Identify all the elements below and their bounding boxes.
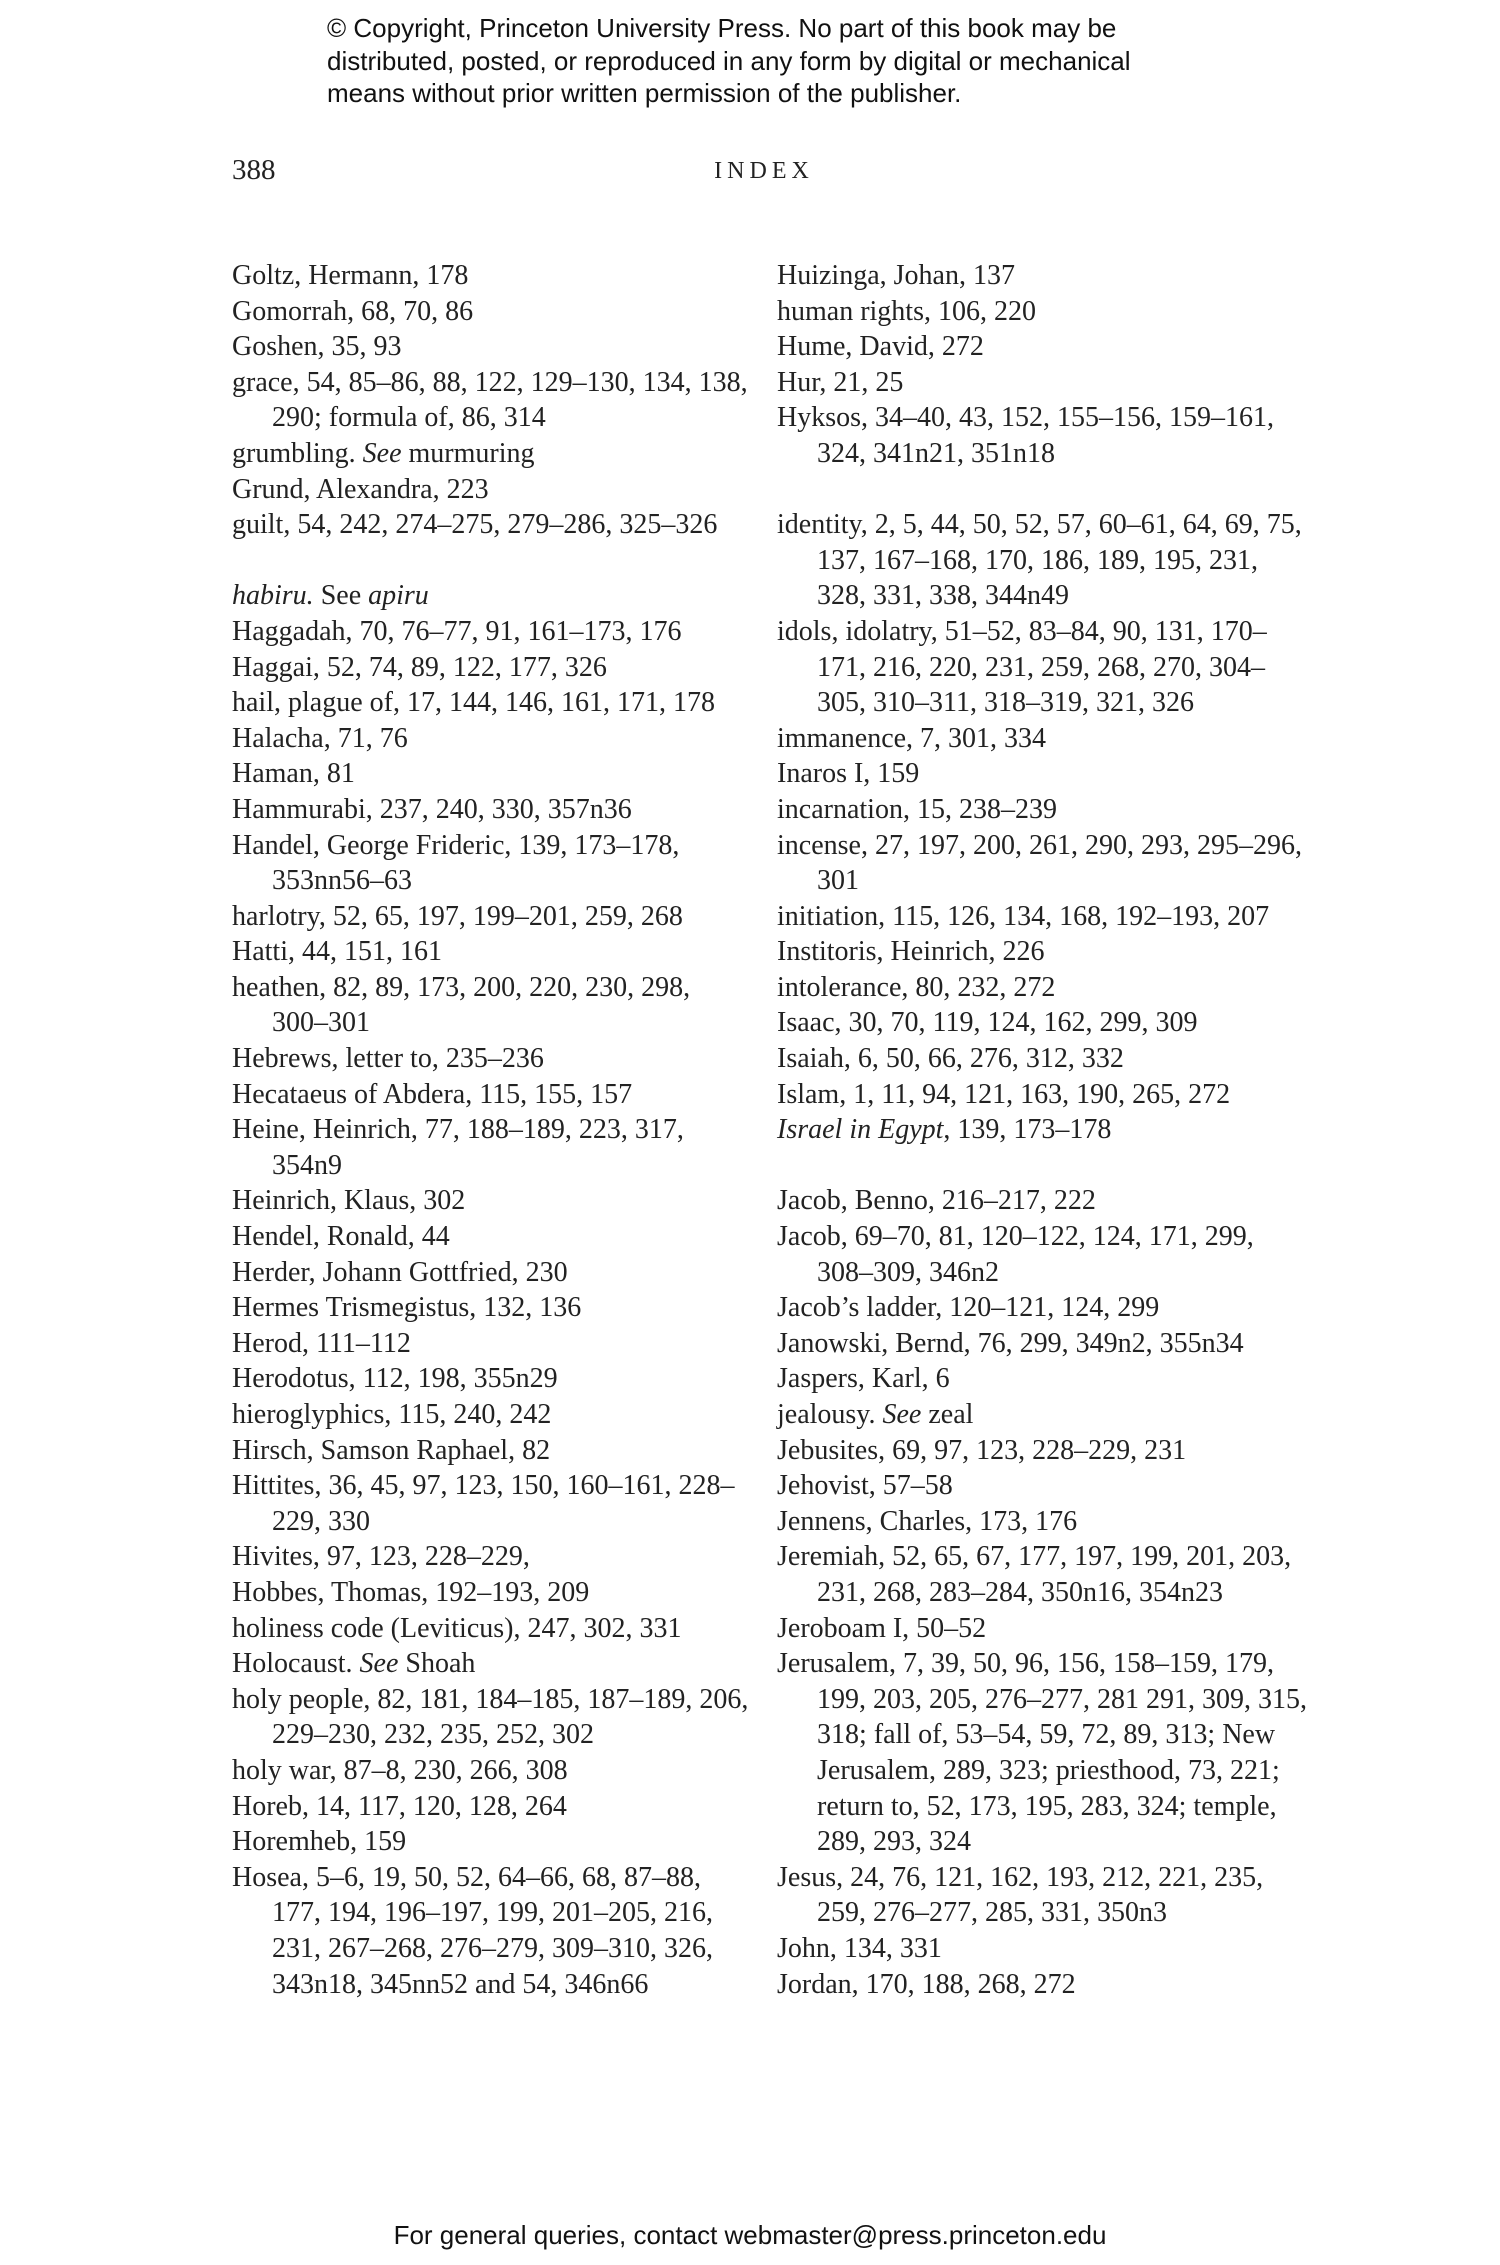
entry-text: Institoris, Heinrich, 226	[777, 936, 1045, 968]
entry-text: human rights, 106, 220	[777, 295, 1036, 327]
index-entry	[232, 1183, 752, 1219]
index-entry	[232, 1539, 752, 1575]
entry-text: Hume, David, 272	[777, 331, 984, 363]
entry-text: Janowski, Bernd, 76, 299, 349n2, 355n34	[777, 1327, 1244, 1359]
index-entry	[777, 258, 1307, 294]
index-entry	[232, 1433, 752, 1469]
index-entry	[777, 1468, 1307, 1504]
entry-text: Hatti, 44, 151, 161	[232, 936, 442, 968]
index-entry	[232, 970, 752, 1041]
entry-text: See	[313, 580, 369, 612]
entry-text: identity, 2, 5, 44, 50, 52, 57, 60–61, 64, 69, 75, 137, 167–168, 170, 186, 189, 195, 231, 328, 331, 338, 344n49	[777, 509, 1302, 612]
entry-text: Hermes Trismegistus, 132, 136	[232, 1292, 582, 1324]
entry-text: Huizinga, Johan, 137	[777, 260, 1015, 291]
index-entry	[232, 1575, 752, 1611]
entry-text: Jordan, 170, 188, 268, 272	[777, 1968, 1076, 2000]
index-entry	[232, 507, 752, 543]
index-entry	[232, 1219, 752, 1255]
index-entry	[232, 1468, 752, 1539]
index-entry	[777, 1433, 1307, 1469]
entry-text: Shoah	[398, 1648, 476, 1680]
entry-text: Hecataeus of Abdera, 115, 155, 157	[232, 1078, 633, 1110]
entry-text: Goshen, 35, 93	[232, 331, 402, 363]
entry-text: Herodotus, 112, 198, 355n29	[232, 1363, 558, 1395]
entry-text: Hendel, Ronald, 44	[232, 1221, 450, 1253]
index-entry	[232, 721, 752, 757]
index-entry	[232, 578, 752, 614]
italic-text: Israel in Egypt	[777, 1114, 944, 1146]
index-entry	[232, 1112, 752, 1183]
index-entry	[777, 400, 1307, 471]
entry-text: Goltz, Hermann, 178	[232, 260, 469, 291]
entry-text: Isaac, 30, 70, 119, 124, 162, 299, 309	[777, 1007, 1198, 1039]
index-entry	[777, 1397, 1307, 1433]
index-entry	[232, 365, 752, 436]
italic-text: See	[359, 1648, 399, 1680]
index-entry	[232, 1646, 752, 1682]
index-column-left	[232, 258, 752, 2002]
entry-text: heathen, 82, 89, 173, 200, 220, 230, 298, 300–301	[232, 971, 691, 1039]
entry-text: Islam, 1, 11, 94, 121, 163, 190, 265, 272	[777, 1078, 1231, 1110]
entry-text: Heinrich, Klaus, 302	[232, 1185, 466, 1217]
entry-text: immanence, 7, 301, 334	[777, 722, 1047, 754]
index-entry	[777, 1326, 1307, 1362]
entry-text: Handel, George Frideric, 139, 173–178, 353nn56–63	[232, 829, 680, 897]
entry-text: Hammurabi, 237, 240, 330, 357n36	[232, 793, 632, 825]
index-entry	[777, 1183, 1307, 1219]
running-head: INDEX	[714, 158, 814, 184]
entry-text: Jacob’s ladder, 120–121, 124, 299	[777, 1292, 1160, 1324]
entry-text: , 139, 173–178	[943, 1114, 1112, 1146]
entry-text: Hivites, 97, 123, 228–229,	[232, 1541, 530, 1573]
entry-text: holiness code (Leviticus), 247, 302, 331	[232, 1612, 682, 1644]
entry-text: Isaiah, 6, 50, 66, 276, 312, 332	[777, 1043, 1124, 1075]
index-entry	[232, 436, 752, 472]
section-gap	[777, 472, 1307, 508]
entry-text: Hirsch, Samson Raphael, 82	[232, 1434, 551, 1466]
index-entry	[232, 1682, 752, 1753]
entry-text: Jebusites, 69, 97, 123, 228–229, 231	[777, 1434, 1187, 1466]
entry-text: Halacha, 71, 76	[232, 722, 408, 754]
index-entry	[232, 294, 752, 330]
entry-text: idols, idolatry, 51–52, 83–84, 90, 131, 170–171, 216, 220, 231, 259, 268, 270, 304–305, 310–311, 318–319, 321, 326	[777, 615, 1267, 719]
index-entry	[777, 828, 1307, 899]
entry-text: Herod, 111–112	[232, 1327, 411, 1359]
entry-text: John, 134, 331	[777, 1932, 942, 1964]
entry-text: Haggadah, 70, 76–77, 91, 161–173, 176	[232, 615, 682, 647]
index-entry	[777, 365, 1307, 401]
index-entry	[777, 721, 1307, 757]
entry-text: Hebrews, letter to, 235–236	[232, 1043, 544, 1075]
entry-text: Hobbes, Thomas, 192–193, 209	[232, 1576, 590, 1608]
index-entry	[777, 934, 1307, 970]
entry-text: Haggai, 52, 74, 89, 122, 177, 326	[232, 651, 607, 683]
entry-text: Jacob, 69–70, 81, 120–122, 124, 171, 299, 308–309, 346n2	[777, 1221, 1254, 1288]
entry-text: jealousy.	[777, 1399, 883, 1430]
index-entry	[777, 792, 1307, 828]
index-entry	[777, 614, 1307, 721]
index-entry	[232, 1077, 752, 1113]
entry-text: incarnation, 15, 238–239	[777, 793, 1057, 825]
index-entry	[232, 472, 752, 508]
entry-text: Herder, Johann Gottfried, 230	[232, 1256, 568, 1288]
entry-text: Inaros I, 159	[777, 758, 920, 790]
copyright-line: © Copyright, Princeton University Press. No part of this book may be	[327, 13, 1117, 43]
index-entry	[232, 792, 752, 828]
index-entry	[777, 1611, 1307, 1647]
index-entry	[777, 1931, 1307, 1967]
entry-text: Jehovist, 57–58	[777, 1470, 953, 1502]
index-entry	[232, 828, 752, 899]
index-entry	[777, 507, 1307, 614]
index-entry	[777, 1077, 1307, 1113]
index-entry	[777, 1041, 1307, 1077]
index-entry	[232, 258, 752, 294]
entry-text: hail, plague of, 17, 144, 146, 161, 171, 178	[232, 687, 715, 719]
entry-text: Jerusalem, 7, 39, 50, 96, 156, 158–159, 179, 199, 203, 205, 276–277, 281 291, 309, 315, 318; fall of, 53–54, 59, 72, 89, 313; New Jerusalem, 289, 323; priesthood, 73, 221; return to, 52, 173, 195, 283, 324; temple, 289, 293, 324	[777, 1648, 1307, 1858]
index-entry	[232, 685, 752, 721]
index-entry	[232, 1824, 752, 1860]
italic-text: habiru.	[232, 580, 314, 612]
index-entry	[777, 1005, 1307, 1041]
entry-text: Jacob, Benno, 216–217, 222	[777, 1185, 1096, 1217]
page-number: 388	[232, 154, 276, 186]
italic-text: See	[362, 437, 402, 469]
entry-text: Heine, Heinrich, 77, 188–189, 223, 317, 354n9	[232, 1114, 684, 1181]
index-entry	[777, 756, 1307, 792]
entry-text: hieroglyphics, 115, 240, 242	[232, 1399, 552, 1430]
entry-text: Jesus, 24, 76, 121, 162, 193, 212, 221, 235, 259, 276–277, 285, 331, 350n3	[777, 1861, 1264, 1929]
entry-text: Haman, 81	[232, 758, 355, 790]
index-entry	[232, 614, 752, 650]
entry-text: Holocaust.	[232, 1648, 360, 1680]
index-entry	[232, 329, 752, 365]
index-entry	[777, 329, 1307, 365]
entry-text: murmuring	[401, 437, 535, 469]
index-entry	[232, 1041, 752, 1077]
index-entry	[232, 1326, 752, 1362]
index-entry	[777, 1290, 1307, 1326]
entry-text: intolerance, 80, 232, 272	[777, 971, 1056, 1003]
index-entry	[777, 970, 1307, 1006]
index-entry	[232, 1290, 752, 1326]
entry-text: incense, 27, 197, 200, 261, 290, 293, 295–296, 301	[777, 829, 1302, 897]
index-entry	[777, 1219, 1307, 1290]
entry-text: Jeroboam I, 50–52	[777, 1612, 987, 1644]
index-entry	[232, 1361, 752, 1397]
entry-text: initiation, 115, 126, 134, 168, 192–193, 207	[777, 900, 1270, 932]
index-entry	[777, 294, 1307, 330]
index-entry	[232, 1753, 752, 1789]
entry-text: Hosea, 5–6, 19, 50, 52, 64–66, 68, 87–88, 177, 194, 196–197, 199, 201–205, 216, 231, 267–268, 276–279, 309–310, 326, 343n18, 345nn52 and 54, 346n66	[232, 1861, 713, 2000]
entry-text: holy people, 82, 181, 184–185, 187–189, 206, 229–230, 232, 235, 252, 302	[232, 1683, 749, 1751]
entry-text: Jeremiah, 52, 65, 67, 177, 197, 199, 201, 203, 231, 268, 283–284, 350n16, 354n23	[777, 1541, 1292, 1608]
entry-text: Horeb, 14, 117, 120, 128, 264	[232, 1790, 567, 1822]
entry-text: grace, 54, 85–86, 88, 122, 129–130, 134, 138, 290; formula of, 86, 314	[232, 366, 748, 434]
entry-text: Jennens, Charles, 173, 176	[777, 1505, 1078, 1537]
index-column-right	[777, 258, 1307, 2002]
index-entry	[777, 1860, 1307, 1931]
entry-text: holy war, 87–8, 230, 266, 308	[232, 1754, 568, 1786]
index-entry	[232, 1860, 752, 2002]
index-entry	[232, 1255, 752, 1291]
index-entry	[777, 1539, 1307, 1610]
copyright-line: means without prior written permission of the publisher.	[327, 78, 962, 108]
index-entry	[232, 1789, 752, 1825]
index-entry	[777, 899, 1307, 935]
index-entry	[777, 1967, 1307, 2003]
entry-text: Hur, 21, 25	[777, 366, 904, 398]
index-entry	[232, 650, 752, 686]
index-entry	[232, 756, 752, 792]
index-entry	[777, 1646, 1307, 1860]
italic-text: See	[882, 1399, 922, 1430]
entry-text: Horemheb, 159	[232, 1826, 407, 1858]
italic-text: apiru	[368, 580, 429, 612]
entry-text: Gomorrah, 68, 70, 86	[232, 295, 474, 327]
section-gap	[777, 1148, 1307, 1184]
entry-text: zeal	[921, 1399, 974, 1430]
index-entry	[232, 934, 752, 970]
entry-text: Grund, Alexandra, 223	[232, 473, 489, 505]
index-entry	[232, 1397, 752, 1433]
index-entry	[232, 899, 752, 935]
entry-text: grumbling.	[232, 437, 363, 469]
entry-text: guilt, 54, 242, 274–275, 279–286, 325–326	[232, 509, 718, 541]
entry-text: harlotry, 52, 65, 197, 199–201, 259, 268	[232, 900, 683, 932]
entry-text: Hyksos, 34–40, 43, 152, 155–156, 159–161, 324, 341n21, 351n18	[777, 402, 1275, 469]
index-entry	[232, 1611, 752, 1647]
copyright-line: distributed, posted, or reproduced in any form by digital or mechanical	[327, 45, 1131, 76]
entry-text: Jaspers, Karl, 6	[777, 1363, 950, 1395]
index-entry	[777, 1112, 1307, 1148]
index-entry	[777, 1504, 1307, 1540]
footer-contact: For general queries, contact webmaster@press.princeton.edu	[393, 2220, 1107, 2250]
copyright-notice	[327, 12, 1327, 110]
section-gap	[232, 543, 752, 579]
entry-text: Hittites, 36, 45, 97, 123, 150, 160–161, 228–229, 330	[232, 1470, 735, 1537]
index-entry	[777, 1361, 1307, 1397]
